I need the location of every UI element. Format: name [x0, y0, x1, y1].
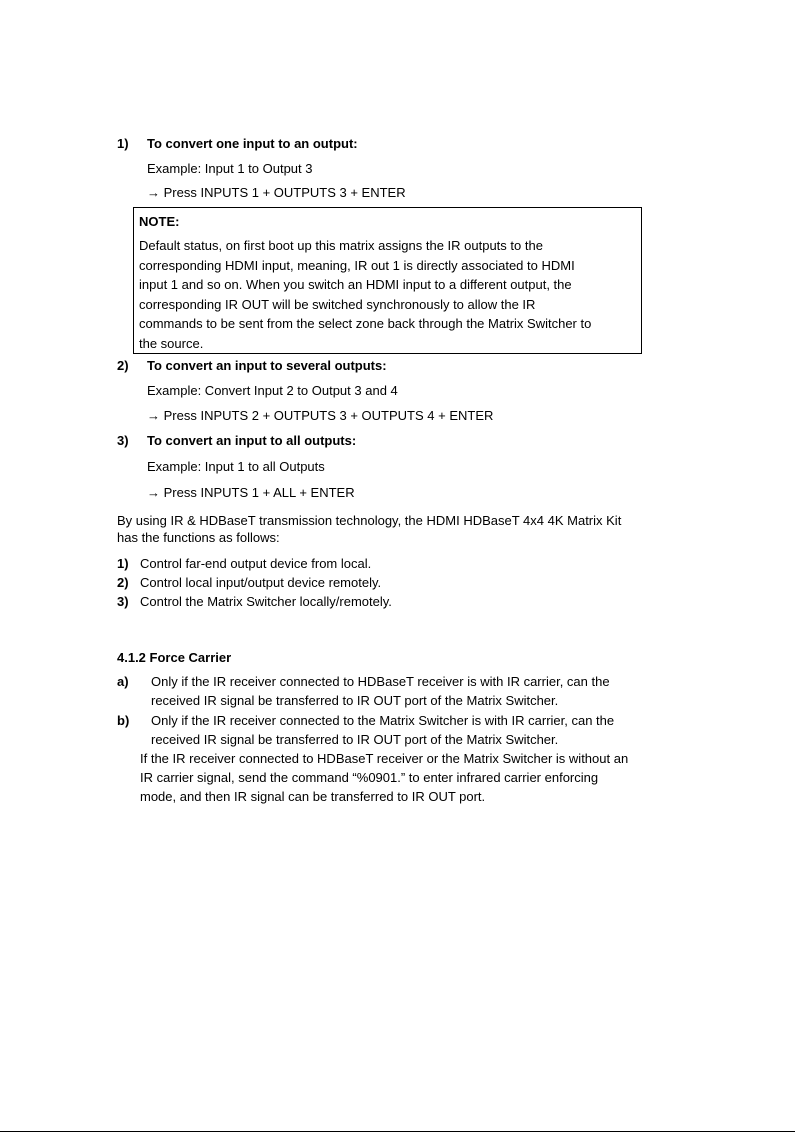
item-b-line-1: Only if the IR receiver connected to the Matrix Switcher is with IR carrier, can the: [151, 713, 615, 728]
function-2-text: Control local input/output device remotely.: [140, 575, 382, 590]
function-1-text: Control far-end output device from local.: [140, 556, 372, 571]
section-2-heading: To convert an input to several outputs:: [147, 358, 387, 373]
item-a-line-1: Only if the IR receiver connected to HDBaseT receiver is with IR carrier, can the: [151, 674, 610, 689]
note-title: NOTE:: [139, 214, 180, 229]
function-1-number: 1): [117, 556, 129, 571]
function-2-number: 2): [117, 575, 129, 590]
note-line: commands to be sent from the select zone back through the Matrix Switcher to: [139, 316, 592, 331]
function-3-text: Control the Matrix Switcher locally/remotely.: [140, 594, 392, 609]
section-2-example: Example: Convert Input 2 to Output 3 and 4: [147, 383, 398, 398]
item-a-label: a): [117, 674, 129, 689]
section-2-number: 2): [117, 358, 129, 373]
carrier-para-line-2: IR carrier signal, send the command “%0901.” to enter infrared carrier enforcing: [140, 770, 599, 785]
section-2-press: → Press INPUTS 2 + OUTPUTS 3 + OUTPUTS 4 + ENTER: [147, 408, 494, 423]
function-3-number: 3): [117, 594, 129, 609]
note-line: corresponding IR OUT will be switched synchronously to allow the IR: [139, 296, 536, 312]
note-line: Default status, on first boot up this matrix assigns the IR outputs to the: [139, 238, 543, 253]
note-body: [139, 236, 639, 353]
section-1-number: 1): [117, 136, 129, 151]
section-3-example: Example: Input 1 to all Outputs: [147, 459, 325, 474]
section-3-number: 3): [117, 433, 129, 448]
item-b-label: b): [117, 713, 130, 728]
footer-rule: [0, 1131, 795, 1132]
intro-line-2: has the functions as follows:: [117, 530, 280, 545]
item-a-line-2: received IR signal be transferred to IR OUT port of the Matrix Switcher.: [151, 693, 559, 708]
note-line: corresponding HDMI input, meaning, IR out 1 is directly associated to HDMI: [139, 257, 575, 273]
force-carrier-heading: 4.1.2 Force Carrier: [117, 650, 232, 665]
section-1-example: Example: Input 1 to Output 3: [147, 161, 313, 176]
section-1-heading: To convert one input to an output:: [147, 136, 358, 151]
section-3-press: → Press INPUTS 1 + ALL + ENTER: [147, 485, 355, 500]
note-line: the source.: [139, 335, 204, 351]
carrier-para-line-1: If the IR receiver connected to HDBaseT receiver or the Matrix Switcher is without an: [140, 751, 629, 766]
item-b-line-2: received IR signal be transferred to IR OUT port of the Matrix Switcher.: [151, 732, 559, 747]
section-3-heading: To convert an input to all outputs:: [147, 433, 357, 448]
intro-line-1: By using IR & HDBaseT transmission technology, the HDMI HDBaseT 4x4 4K Matrix Kit: [117, 513, 622, 528]
section-1-press: → Press INPUTS 1 + OUTPUTS 3 + ENTER: [147, 185, 406, 200]
carrier-para-line-3: mode, and then IR signal can be transferred to IR OUT port.: [140, 789, 486, 804]
note-box: [133, 207, 642, 354]
note-line: input 1 and so on. When you switch an HDMI input to a different output, the: [139, 277, 572, 292]
